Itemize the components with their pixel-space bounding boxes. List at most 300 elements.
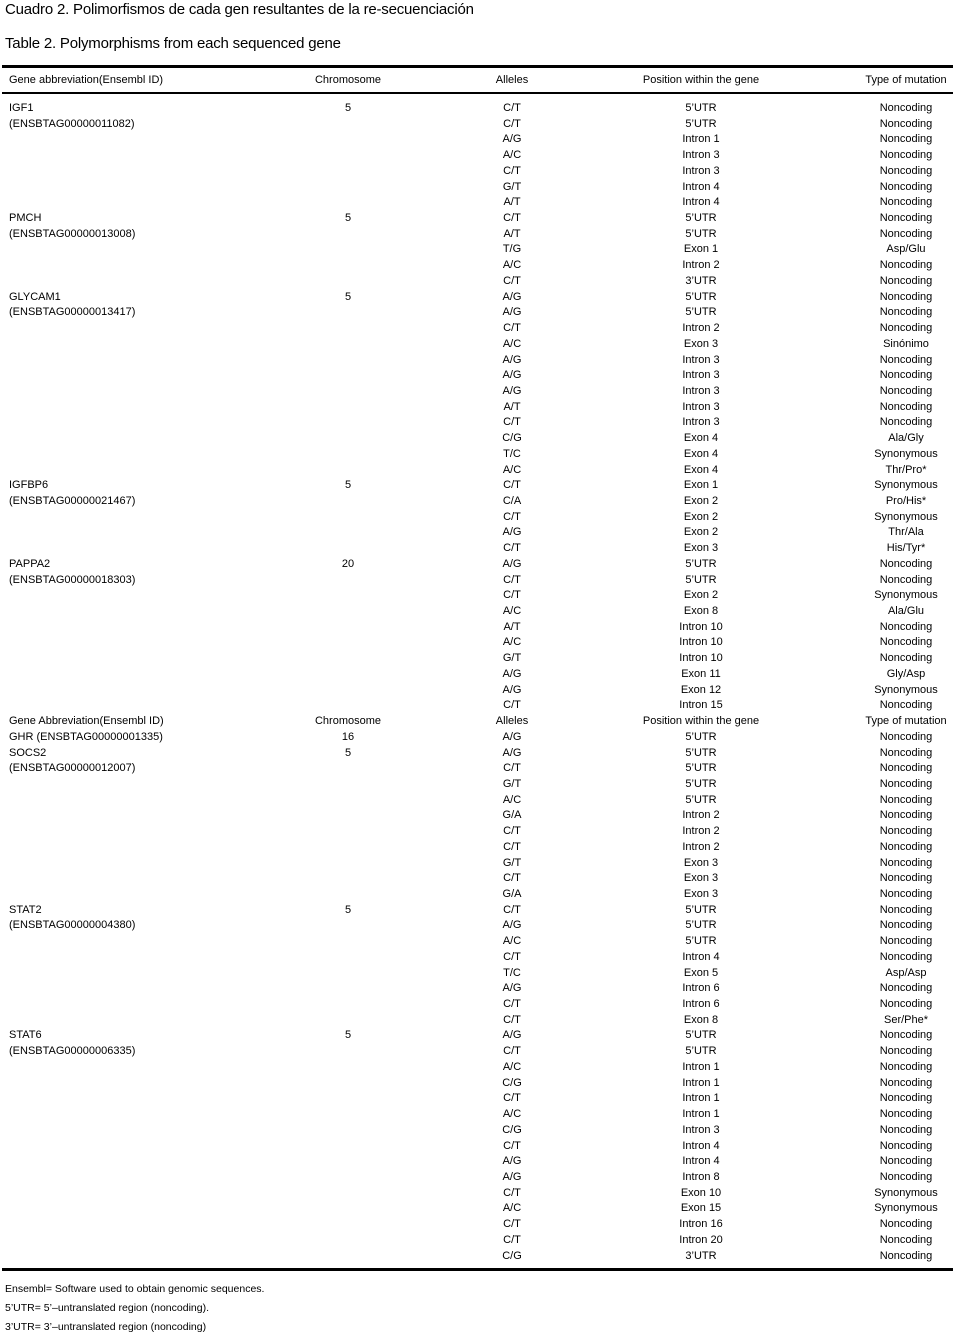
cell-allele: C/T <box>503 1218 521 1231</box>
cell-allele: C/T <box>503 1013 521 1026</box>
cell-pos: 5’UTR <box>685 117 717 130</box>
cell-allele: A/G <box>502 982 522 995</box>
cell-mut: Noncoding <box>879 982 933 995</box>
header-mutation: Type of mutation <box>865 74 947 86</box>
cell-pos: Intron 2 <box>682 259 720 272</box>
cell-gene: (ENSBTAG00000018303) <box>9 573 136 586</box>
cell-pos: Exon 1 <box>683 243 719 256</box>
table-row <box>0 666 957 682</box>
cell-allele: A/G <box>502 557 522 570</box>
cell-allele: A/C <box>502 935 522 948</box>
cell-allele: C/T <box>503 762 521 775</box>
cell-allele: A/C <box>502 1060 522 1073</box>
cell-pos: Intron 1 <box>682 1060 720 1073</box>
cell-pos: 5’UTR <box>685 227 717 240</box>
cell-mut: Noncoding <box>879 416 933 429</box>
cell-pos: 5’UTR <box>685 573 717 586</box>
cell-mut: Noncoding <box>879 746 933 759</box>
cell-pos: 5’UTR <box>685 777 717 790</box>
table-body <box>0 100 957 1266</box>
cell-pos: 5’UTR <box>685 935 717 948</box>
cell-allele: C/G <box>502 432 522 445</box>
cell-allele: G/T <box>502 856 522 869</box>
cell-pos: 5’UTR <box>685 557 717 570</box>
cell-pos: Intron 10 <box>679 652 723 665</box>
cell-pos: 5’UTR <box>685 793 717 806</box>
table-row <box>0 100 957 116</box>
cell-mut: Asp/Glu <box>886 243 926 256</box>
table-caption-english: Table 2. Polymorphisms from each sequenced gene <box>5 35 341 52</box>
cell-mut: Pro/His* <box>885 495 927 507</box>
cell-mut: Noncoding <box>879 652 933 665</box>
table-row <box>0 1122 957 1138</box>
table-row <box>0 634 957 650</box>
table-row <box>0 1106 957 1122</box>
cell-allele: A/G <box>502 369 522 382</box>
cell-mut: Sinónimo <box>883 337 929 350</box>
table-row <box>0 462 957 478</box>
cell-gene: (ENSBTAG00000012007) <box>9 762 136 775</box>
cell-pos: Intron 2 <box>682 825 720 838</box>
cell-allele: A/C <box>502 259 522 272</box>
table-row <box>0 792 957 808</box>
cell-mut: Noncoding <box>879 1045 933 1058</box>
cell-mut: Noncoding <box>879 620 933 633</box>
table-row <box>0 524 957 540</box>
table-row <box>0 886 957 902</box>
header-position: Position within the gene <box>642 74 760 86</box>
cell-mut: Noncoding <box>879 290 933 303</box>
cell-pos: 5’UTR <box>685 762 717 775</box>
cell-mut: Noncoding <box>879 809 933 822</box>
cell-allele: C/T <box>503 212 521 225</box>
table-row <box>0 949 957 965</box>
cell-mut: Noncoding <box>879 777 933 790</box>
cell-pos: 5’UTR <box>685 1029 717 1042</box>
cell-pos: Exon 12 <box>680 683 722 696</box>
cell-pos: Intron 3 <box>682 384 720 397</box>
table-row <box>0 320 957 336</box>
table-row <box>0 745 957 761</box>
cell-pos: Exon 8 <box>683 605 719 618</box>
table-row <box>0 257 957 273</box>
cell-allele: A/G <box>502 1029 522 1042</box>
cell-mut: Noncoding <box>879 1108 933 1121</box>
table-row <box>0 980 957 996</box>
cell-allele: A/C <box>502 636 522 649</box>
cell-mut: Noncoding <box>879 856 933 869</box>
cell-allele: C/T <box>503 699 521 712</box>
cell-allele: A/G <box>502 1155 522 1168</box>
cell-mut: Noncoding <box>879 825 933 838</box>
table-header-row <box>0 72 957 88</box>
table-row <box>0 194 957 210</box>
cell-mut: Synonymous <box>874 589 938 602</box>
table-row <box>0 540 957 556</box>
table-row <box>0 603 957 619</box>
cell-pos: Intron 6 <box>682 982 720 995</box>
table-row <box>0 713 957 729</box>
cell-mut: Noncoding <box>879 872 933 885</box>
table-row <box>0 1138 957 1154</box>
cell-pos: Exon 3 <box>683 542 719 555</box>
table-row <box>0 241 957 257</box>
cell-chrom: 5 <box>344 479 352 492</box>
footnote-5utr: 5’UTR= 5’–untranslated region (noncoding). <box>5 1302 209 1314</box>
table-row <box>0 933 957 949</box>
cell-mut: Noncoding <box>879 557 933 570</box>
cell-allele: A/T <box>503 620 521 633</box>
cell-chrom: 5 <box>344 102 352 114</box>
cell-pos: Exon 5 <box>683 966 719 979</box>
cell-pos: Intron 3 <box>682 1123 720 1136</box>
cell-allele: A/T <box>503 400 521 413</box>
table-row <box>0 996 957 1012</box>
cell-mut: Synonymous <box>874 683 938 696</box>
cell-allele: A/C <box>502 605 522 618</box>
cell-allele: A/T <box>503 196 521 209</box>
table-row <box>0 430 957 446</box>
cell-mut: Noncoding <box>879 1092 933 1105</box>
cell-allele: A/G <box>502 290 522 303</box>
cell-pos: Exon 4 <box>683 463 719 476</box>
table-row <box>0 163 957 179</box>
cell-mut: Noncoding <box>879 1233 933 1246</box>
cell-allele: C/G <box>502 1249 522 1262</box>
cell-mut: Noncoding <box>879 322 933 335</box>
cell-mut: Noncoding <box>879 180 933 193</box>
table-row <box>0 729 957 745</box>
cell-pos: 3’UTR <box>685 1249 717 1262</box>
cell-allele: G/A <box>502 809 522 822</box>
cell-pos: Exon 11 <box>681 667 721 680</box>
cell-mut: Noncoding <box>879 1218 933 1231</box>
cell-gene: (ENSBTAG00000004380) <box>9 919 136 932</box>
cell-allele: C/T <box>503 573 521 586</box>
cell-pos: Intron 1 <box>682 133 720 146</box>
table-row <box>0 509 957 525</box>
cell-mut: Noncoding <box>879 133 933 146</box>
cell-pos: Intron 4 <box>682 1139 720 1152</box>
cell-allele: C/T <box>503 542 521 555</box>
cell-mut: Noncoding <box>879 212 933 225</box>
cell-mut: Thr/Ala <box>888 526 924 539</box>
header-alleles: Alleles <box>495 74 529 86</box>
cell-pos: Intron 2 <box>682 809 720 822</box>
table-row <box>0 870 957 886</box>
cell-gene: (ENSBTAG00000021467) <box>9 495 136 507</box>
cell-allele: T/C <box>503 966 521 979</box>
cell-allele: A/G <box>502 667 522 680</box>
cell-mut: Noncoding <box>879 1060 933 1073</box>
cell-mut: Noncoding <box>879 400 933 413</box>
cell-mut: Noncoding <box>879 306 933 319</box>
cell-gene: PAPPA2 <box>9 557 51 570</box>
cell-mut: Synonymous <box>874 447 938 460</box>
cell-allele: C/T <box>503 1186 521 1199</box>
table-row <box>0 697 957 713</box>
cell-gene: (ENSBTAG00000006335) <box>9 1045 136 1058</box>
cell-allele: A/G <box>502 919 522 932</box>
cell-allele: C/T <box>503 825 521 838</box>
table-row <box>0 1216 957 1232</box>
header-chromosome: Chromosome <box>314 74 382 86</box>
cell-allele: C/T <box>503 510 521 523</box>
table-row <box>0 1153 957 1169</box>
cell-chrom: 5 <box>344 1029 352 1042</box>
cell-allele: A/G <box>502 384 522 397</box>
cell-pos: Intron 8 <box>682 1170 720 1183</box>
table-row <box>0 776 957 792</box>
cell-allele: C/T <box>503 102 521 114</box>
cell-allele: A/G <box>502 730 522 743</box>
table-row <box>0 226 957 242</box>
cell-mut: Noncoding <box>879 840 933 853</box>
cell-allele: C/T <box>503 1139 521 1152</box>
cell-pos: Exon 8 <box>683 1013 719 1026</box>
cell-pos: 3’UTR <box>685 274 717 287</box>
cell-mut: Asp/Asp <box>885 966 927 979</box>
cell-pos: Position within the gene <box>642 715 760 728</box>
table-row <box>0 210 957 226</box>
cell-pos: Exon 4 <box>683 432 719 445</box>
cell-mut: Noncoding <box>879 1123 933 1136</box>
cell-pos: Exon 2 <box>683 589 719 602</box>
cell-pos: 5’UTR <box>685 1045 717 1058</box>
table-bottom-rule <box>2 1268 953 1271</box>
cell-allele: G/T <box>502 652 522 665</box>
table-row <box>0 917 957 933</box>
cell-allele: C/T <box>503 117 521 130</box>
cell-allele: Alleles <box>495 715 529 728</box>
cell-allele: A/C <box>502 337 522 350</box>
cell-allele: A/G <box>502 526 522 539</box>
cell-chrom: 16 <box>341 730 355 743</box>
cell-mut: Noncoding <box>879 1076 933 1089</box>
cell-pos: Intron 10 <box>679 636 723 649</box>
cell-allele: C/T <box>503 840 521 853</box>
table-row <box>0 1012 957 1028</box>
cell-mut: Synonymous <box>874 479 938 492</box>
cell-allele: C/T <box>503 1092 521 1105</box>
cell-mut: Noncoding <box>879 998 933 1011</box>
table-row <box>0 289 957 305</box>
table-row <box>0 650 957 666</box>
cell-mut: Noncoding <box>879 1139 933 1152</box>
cell-allele: C/T <box>503 872 521 885</box>
cell-gene: SOCS2 <box>9 746 47 759</box>
cell-chrom: 5 <box>344 903 352 916</box>
cell-allele: C/T <box>503 1233 521 1246</box>
table-row <box>0 807 957 823</box>
cell-mut: Type of mutation <box>865 715 947 728</box>
cell-mut: Noncoding <box>879 117 933 130</box>
cell-pos: Intron 10 <box>679 620 723 633</box>
cell-pos: Intron 4 <box>682 950 720 963</box>
cell-gene: GLYCAM1 <box>9 290 61 303</box>
cell-mut: Noncoding <box>879 274 933 287</box>
table-row <box>0 367 957 383</box>
cell-allele: C/T <box>503 479 521 492</box>
cell-pos: Exon 3 <box>683 872 719 885</box>
cell-mut: Noncoding <box>879 1029 933 1042</box>
footnote-ensembl: Ensembl= Software used to obtain genomic sequences. <box>5 1283 265 1295</box>
table-row <box>0 336 957 352</box>
cell-gene: IGFBP6 <box>9 479 49 492</box>
table-row <box>0 147 957 163</box>
table-row <box>0 823 957 839</box>
cell-mut: Noncoding <box>879 227 933 240</box>
table-top-rule <box>2 65 953 68</box>
cell-mut: Noncoding <box>879 1249 933 1262</box>
cell-gene: STAT2 <box>9 903 42 916</box>
table-row <box>0 1090 957 1106</box>
cell-gene: (ENSBTAG00000011082) <box>9 117 135 130</box>
cell-mut: Noncoding <box>879 919 933 932</box>
cell-allele: A/G <box>502 133 522 146</box>
cell-pos: Exon 3 <box>683 337 719 350</box>
cell-mut: Noncoding <box>879 149 933 162</box>
cell-mut: Noncoding <box>879 259 933 272</box>
cell-pos: Intron 20 <box>679 1233 723 1246</box>
cell-mut: His/Tyr* <box>886 542 926 555</box>
cell-allele: A/C <box>502 1108 522 1121</box>
cell-allele: C/T <box>503 274 521 287</box>
cell-mut: Noncoding <box>879 762 933 775</box>
cell-allele: C/T <box>503 1045 521 1058</box>
table-row <box>0 493 957 509</box>
cell-pos: 5’UTR <box>685 903 717 916</box>
cell-allele: A/C <box>502 1202 522 1215</box>
cell-pos: Intron 1 <box>682 1076 720 1089</box>
cell-pos: 5’UTR <box>685 290 717 303</box>
cell-mut: Ser/Phe* <box>883 1013 929 1026</box>
cell-mut: Noncoding <box>879 699 933 712</box>
table-row <box>0 383 957 399</box>
cell-chrom: Chromosome <box>314 715 382 728</box>
cell-pos: Intron 3 <box>682 369 720 382</box>
cell-chrom: 5 <box>344 746 352 759</box>
cell-pos: Intron 2 <box>682 322 720 335</box>
cell-pos: Intron 1 <box>682 1108 720 1121</box>
cell-allele: A/G <box>502 683 522 696</box>
cell-allele: A/G <box>502 306 522 319</box>
table-row <box>0 1185 957 1201</box>
table-row <box>0 1248 957 1264</box>
table-row <box>0 179 957 195</box>
cell-mut: Noncoding <box>879 164 933 177</box>
cell-allele: C/A <box>502 495 522 507</box>
cell-mut: Noncoding <box>879 102 933 114</box>
cell-pos: Intron 1 <box>682 1092 720 1105</box>
cell-mut: Noncoding <box>879 903 933 916</box>
cell-pos: Exon 2 <box>683 510 719 523</box>
cell-pos: Intron 3 <box>682 164 720 177</box>
table-row <box>0 965 957 981</box>
table-row <box>0 399 957 415</box>
cell-mut: Noncoding <box>879 384 933 397</box>
table-row <box>0 304 957 320</box>
table-row <box>0 116 957 132</box>
cell-pos: Exon 3 <box>683 888 719 900</box>
table-row <box>0 1232 957 1248</box>
cell-mut: Noncoding <box>879 573 933 586</box>
cell-pos: Intron 4 <box>682 196 720 209</box>
cell-pos: Exon 2 <box>683 526 719 539</box>
cell-pos: Exon 1 <box>683 479 719 492</box>
cell-mut: Noncoding <box>879 1170 933 1183</box>
cell-allele: G/T <box>502 180 522 193</box>
table-row <box>0 414 957 430</box>
cell-allele: A/G <box>502 1170 522 1183</box>
cell-allele: C/T <box>503 322 521 335</box>
cell-mut: Synonymous <box>874 1186 938 1199</box>
cell-gene: (ENSBTAG00000013417) <box>9 306 136 319</box>
table-row <box>0 273 957 289</box>
cell-allele: A/G <box>502 746 522 759</box>
cell-allele: C/T <box>503 903 521 916</box>
cell-mut: Noncoding <box>879 888 933 900</box>
cell-mut: Noncoding <box>879 793 933 806</box>
cell-pos: Intron 16 <box>679 1218 723 1231</box>
cell-allele: G/A <box>502 888 522 900</box>
cell-pos: 5’UTR <box>685 919 717 932</box>
cell-mut: Thr/Pro* <box>885 463 927 476</box>
table-row <box>0 1027 957 1043</box>
cell-allele: C/G <box>502 1123 522 1136</box>
cell-pos: Intron 3 <box>682 353 720 366</box>
cell-allele: C/T <box>503 416 521 429</box>
cell-pos: Exon 15 <box>680 1202 722 1215</box>
cell-pos: Exon 2 <box>683 495 719 507</box>
cell-allele: C/G <box>502 1076 522 1089</box>
cell-allele: A/C <box>502 793 522 806</box>
cell-allele: A/T <box>503 227 521 240</box>
cell-allele: T/C <box>503 447 521 460</box>
cell-pos: Intron 6 <box>682 998 720 1011</box>
cell-mut: Noncoding <box>879 369 933 382</box>
table-row <box>0 587 957 603</box>
cell-pos: Exon 10 <box>680 1186 722 1199</box>
cell-gene: STAT6 <box>9 1029 42 1042</box>
cell-gene: IGF1 <box>9 102 34 114</box>
table-caption-spanish: Cuadro 2. Polimorfismos de cada gen resultantes de la re-secuenciación <box>5 1 474 18</box>
table-row <box>0 1059 957 1075</box>
table-header-rule <box>2 92 953 94</box>
cell-allele: T/G <box>502 243 522 256</box>
cell-pos: 5’UTR <box>685 102 717 114</box>
footnote-3utr: 3’UTR= 3’–untranslated region (noncoding) <box>5 1321 207 1333</box>
cell-gene: PMCH <box>9 212 42 225</box>
cell-mut: Gly/Asp <box>886 667 926 680</box>
cell-mut: Ala/Gly <box>888 432 924 445</box>
table-row <box>0 1169 957 1185</box>
table-row <box>0 760 957 776</box>
table-row <box>0 556 957 572</box>
cell-mut: Noncoding <box>879 950 933 963</box>
cell-pos: Exon 3 <box>683 856 719 869</box>
cell-allele: G/T <box>502 777 522 790</box>
cell-allele: C/T <box>503 950 521 963</box>
cell-gene: GHR (ENSBTAG00000001335) <box>9 730 163 743</box>
cell-pos: Intron 4 <box>682 180 720 193</box>
table-row <box>0 902 957 918</box>
table-row <box>0 352 957 368</box>
cell-gene: (ENSBTAG00000013008) <box>9 227 136 240</box>
cell-mut: Noncoding <box>879 935 933 948</box>
table-row <box>0 1075 957 1091</box>
cell-chrom: 20 <box>341 557 355 570</box>
